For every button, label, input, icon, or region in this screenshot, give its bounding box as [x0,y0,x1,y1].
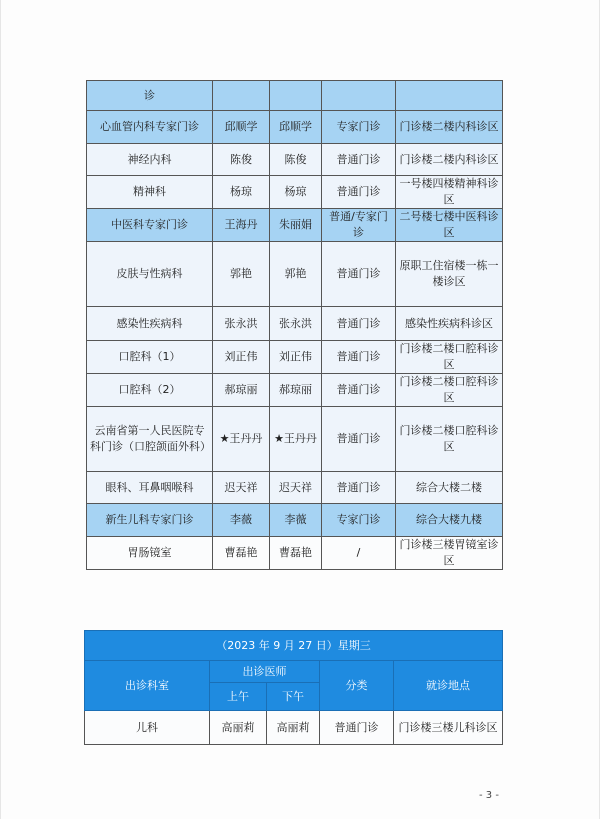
table-row [87,144,503,176]
morning-doctor-cell: 刘正伟 [213,341,270,374]
table-row [87,407,503,472]
dept-cell: 中医科专家门诊 [87,209,213,242]
morning-doctor-cell: 杨琼 [213,176,270,209]
type-cell: 普通门诊 [322,176,396,209]
dept-cell: 儿科 [85,711,210,745]
morning-doctor-cell: 李薇 [213,504,270,537]
morning-doctor-cell: 王海丹 [213,209,270,242]
table-row [87,111,503,144]
location-cell [396,81,503,111]
afternoon-doctor-cell: 朱丽娟 [270,209,322,242]
type-cell: 普通门诊 [322,472,396,504]
morning-doctor-cell: 张永洪 [213,307,270,341]
type-cell: 普通/专家门诊 [322,209,396,242]
location-cell: 一号楼四楼精神科诊区 [396,176,503,209]
location-cell: 门诊楼二楼口腔科诊区 [396,407,503,472]
location-cell: 门诊楼二楼口腔科诊区 [396,341,503,374]
type-cell: / [322,537,396,570]
table-row [87,374,503,407]
type-cell: 普通门诊 [322,407,396,472]
dept-cell: 诊 [87,81,213,111]
header-dept: 出诊科室 [85,661,210,711]
dept-cell: 口腔科（1） [87,341,213,374]
afternoon-doctor-cell: 郭艳 [270,242,322,307]
afternoon-doctor-cell: 李薇 [270,504,322,537]
dept-cell: 新生儿科专家门诊 [87,504,213,537]
type-cell [322,81,396,111]
location-cell: 综合大楼九楼 [396,504,503,537]
morning-doctor-cell: ★王丹丹 [213,407,270,472]
location-cell: 门诊楼三楼胃镜室诊区 [396,537,503,570]
table-row [87,209,503,242]
header-morning: 上午 [210,683,267,711]
table-row [87,176,503,209]
table-row [85,711,503,745]
afternoon-doctor-cell: 曹磊艳 [270,537,322,570]
dept-cell: 心血管内科专家门诊 [87,111,213,144]
header-afternoon: 下午 [267,683,320,711]
morning-doctor-cell: 邱顺学 [213,111,270,144]
afternoon-doctor-cell: 刘正伟 [270,341,322,374]
dept-cell: 胃肠镜室 [87,537,213,570]
type-cell: 普通门诊 [322,374,396,407]
table-row [87,341,503,374]
afternoon-doctor-cell: ★王丹丹 [270,407,322,472]
morning-doctor-cell: 高丽莉 [210,711,267,745]
afternoon-doctor-cell [270,81,322,111]
dept-cell: 口腔科（2） [87,374,213,407]
morning-doctor-cell: 陈俊 [213,144,270,176]
dept-cell: 精神科 [87,176,213,209]
header-location: 就诊地点 [394,661,503,711]
header-type: 分类 [320,661,394,711]
table-row [87,242,503,307]
location-cell: 综合大楼二楼 [396,472,503,504]
location-cell: 门诊楼二楼内科诊区 [396,111,503,144]
schedule-table-sep27 [84,630,503,745]
location-cell: 门诊楼二楼内科诊区 [396,144,503,176]
afternoon-doctor-cell: 邱顺学 [270,111,322,144]
table-row [87,472,503,504]
table-row [87,81,503,111]
morning-doctor-cell: 郝琼丽 [213,374,270,407]
header-doctor: 出诊医师 [210,661,320,683]
date-header: （2023 年 9 月 27 日）星期三 [85,631,503,661]
location-cell: 门诊楼二楼口腔科诊区 [396,374,503,407]
afternoon-doctor-cell: 杨琼 [270,176,322,209]
type-cell: 普通门诊 [322,341,396,374]
morning-doctor-cell: 迟天祥 [213,472,270,504]
type-cell: 普通门诊 [322,144,396,176]
schedule-table-body [87,81,503,570]
dept-cell: 云南省第一人民医院专科门诊（口腔颌面外科） [87,407,213,472]
type-cell: 普通门诊 [322,307,396,341]
dept-cell: 皮肤与性病科 [87,242,213,307]
location-cell: 原职工住宿楼一栋一楼诊区 [396,242,503,307]
dept-cell: 眼科、耳鼻咽喉科 [87,472,213,504]
location-cell: 门诊楼三楼儿科诊区 [394,711,503,745]
morning-doctor-cell [213,81,270,111]
location-cell: 感染性疾病科诊区 [396,307,503,341]
table-row [87,504,503,537]
type-cell: 普通门诊 [320,711,394,745]
morning-doctor-cell: 曹磊艳 [213,537,270,570]
type-cell: 普通门诊 [322,242,396,307]
afternoon-doctor-cell: 陈俊 [270,144,322,176]
schedule-table-continued [86,80,503,570]
morning-doctor-cell: 郭艳 [213,242,270,307]
location-cell: 二号楼七楼中医科诊区 [396,209,503,242]
afternoon-doctor-cell: 郝琼丽 [270,374,322,407]
type-cell: 专家门诊 [322,504,396,537]
afternoon-doctor-cell: 迟天祥 [270,472,322,504]
dept-cell: 感染性疾病科 [87,307,213,341]
dept-cell: 神经内科 [87,144,213,176]
table-row [87,537,503,570]
table-row [87,307,503,341]
afternoon-doctor-cell: 高丽莉 [267,711,320,745]
page-number: - 3 - [479,790,499,801]
afternoon-doctor-cell: 张永洪 [270,307,322,341]
type-cell: 专家门诊 [322,111,396,144]
schedule-table-sep27-body [85,711,503,745]
